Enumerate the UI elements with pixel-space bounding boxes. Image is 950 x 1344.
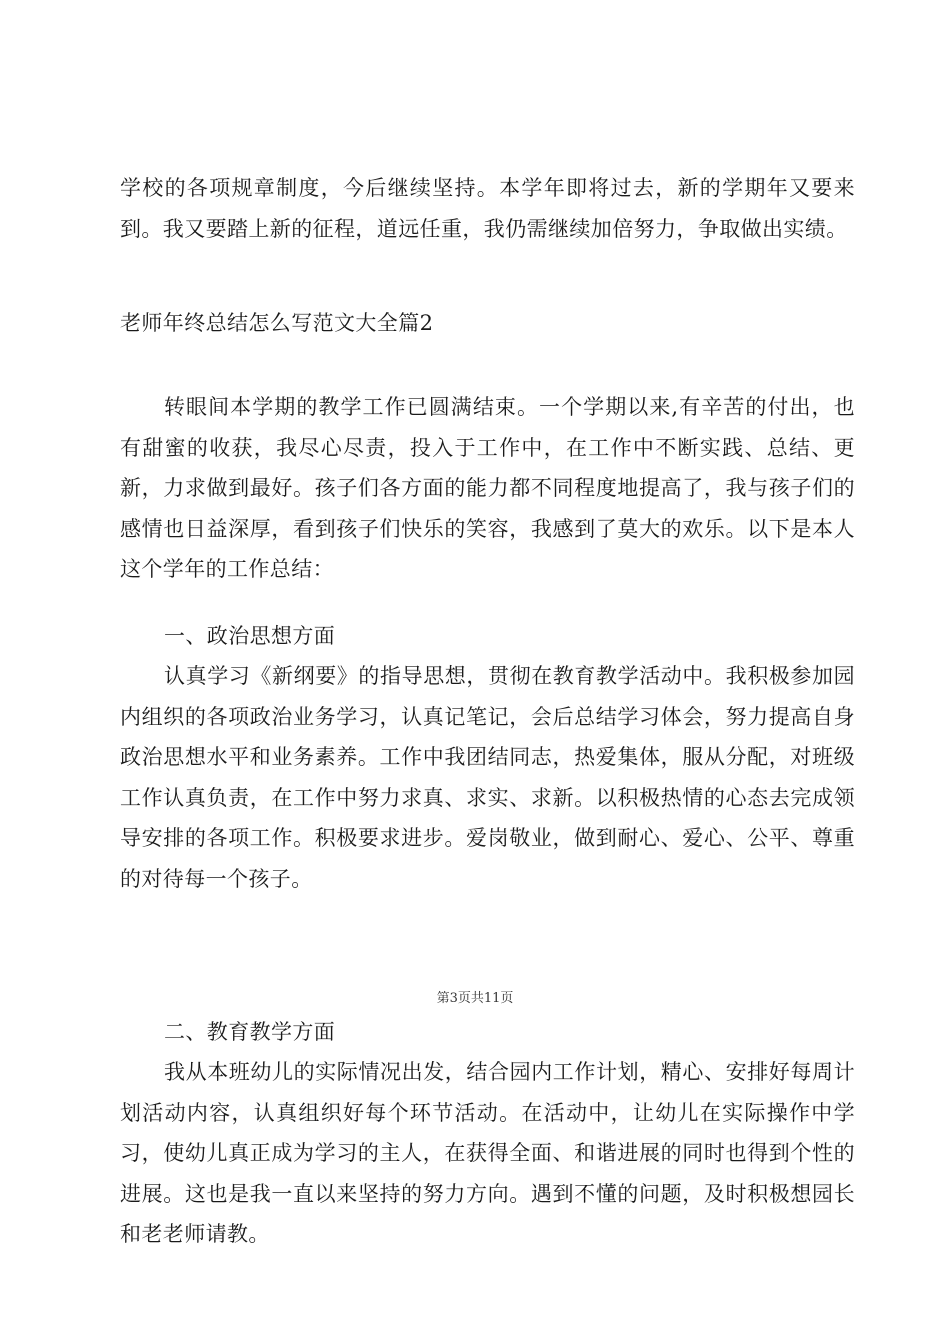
page-footer: 第3页共11页 bbox=[436, 991, 514, 1006]
intro-paragraph: 转眼间本学期的教学工作已圆满结束。一个学期以来,有辛苦的付出，也有甜蜜的收获，我尽心尽责，投入于工作中，在工作中不断实践、总结、更新，力求做到最好。孩子们各方面的能力都不同程度地提高了，我与孩子们的感情也日益深厚，看到孩子们快乐的笑容，我感到了莫大的欢乐。以下是本人这个学年的工作总结： bbox=[120, 395, 855, 581]
continuation-block bbox=[120, 168, 855, 249]
intro-block bbox=[120, 387, 855, 590]
paragraph-politics: 认真学习《新纲要》的指导思想，贯彻在教育教学活动中。我积极参加园内组织的各项政治业务学习，认真记笔记，会后总结学习体会，努力提高自身政治思想水平和业务素养。工作中我团结同志，热爱集体，服从分配，对班级工作认真负责，在工作中努力求真、求实、求新。以积极热情的心态去完成领导安排的各项工作。积极要求进步。爱岗敬业，做到耐心、爱心、公平、尊重的对待每一个孩子。 bbox=[120, 664, 855, 891]
politics-section bbox=[120, 616, 855, 899]
teaching-section bbox=[120, 1012, 855, 1255]
heading-teaching: 二、教育教学方面 bbox=[164, 1020, 336, 1044]
paragraph-teaching: 我从本班幼儿的实际情况出发，结合园内工作计划，精心、安排好每周计划活动内容，认真组织好每个环节活动。在活动中，让幼儿在实际操作中学习，使幼儿真正成为学习的主人，在获得全面、和谐进展的同时也得到个性的进展。这也是我一直以来坚持的努力方向。遇到不懂的问题，及时积极想园长和老老师请教。 bbox=[120, 1060, 855, 1246]
continuation-paragraph: 学校的各项规章制度，今后继续坚持。本学年即将过去，新的学期年又要来到。我又要踏上新的征程，道远任重，我仍需继续加倍努力，争取做出实绩。 bbox=[120, 176, 855, 241]
section-title-block bbox=[120, 303, 855, 343]
heading-politics: 一、政治思想方面 bbox=[164, 624, 336, 648]
section-title: 老师年终总结怎么写范文大全篇2 bbox=[120, 311, 434, 335]
